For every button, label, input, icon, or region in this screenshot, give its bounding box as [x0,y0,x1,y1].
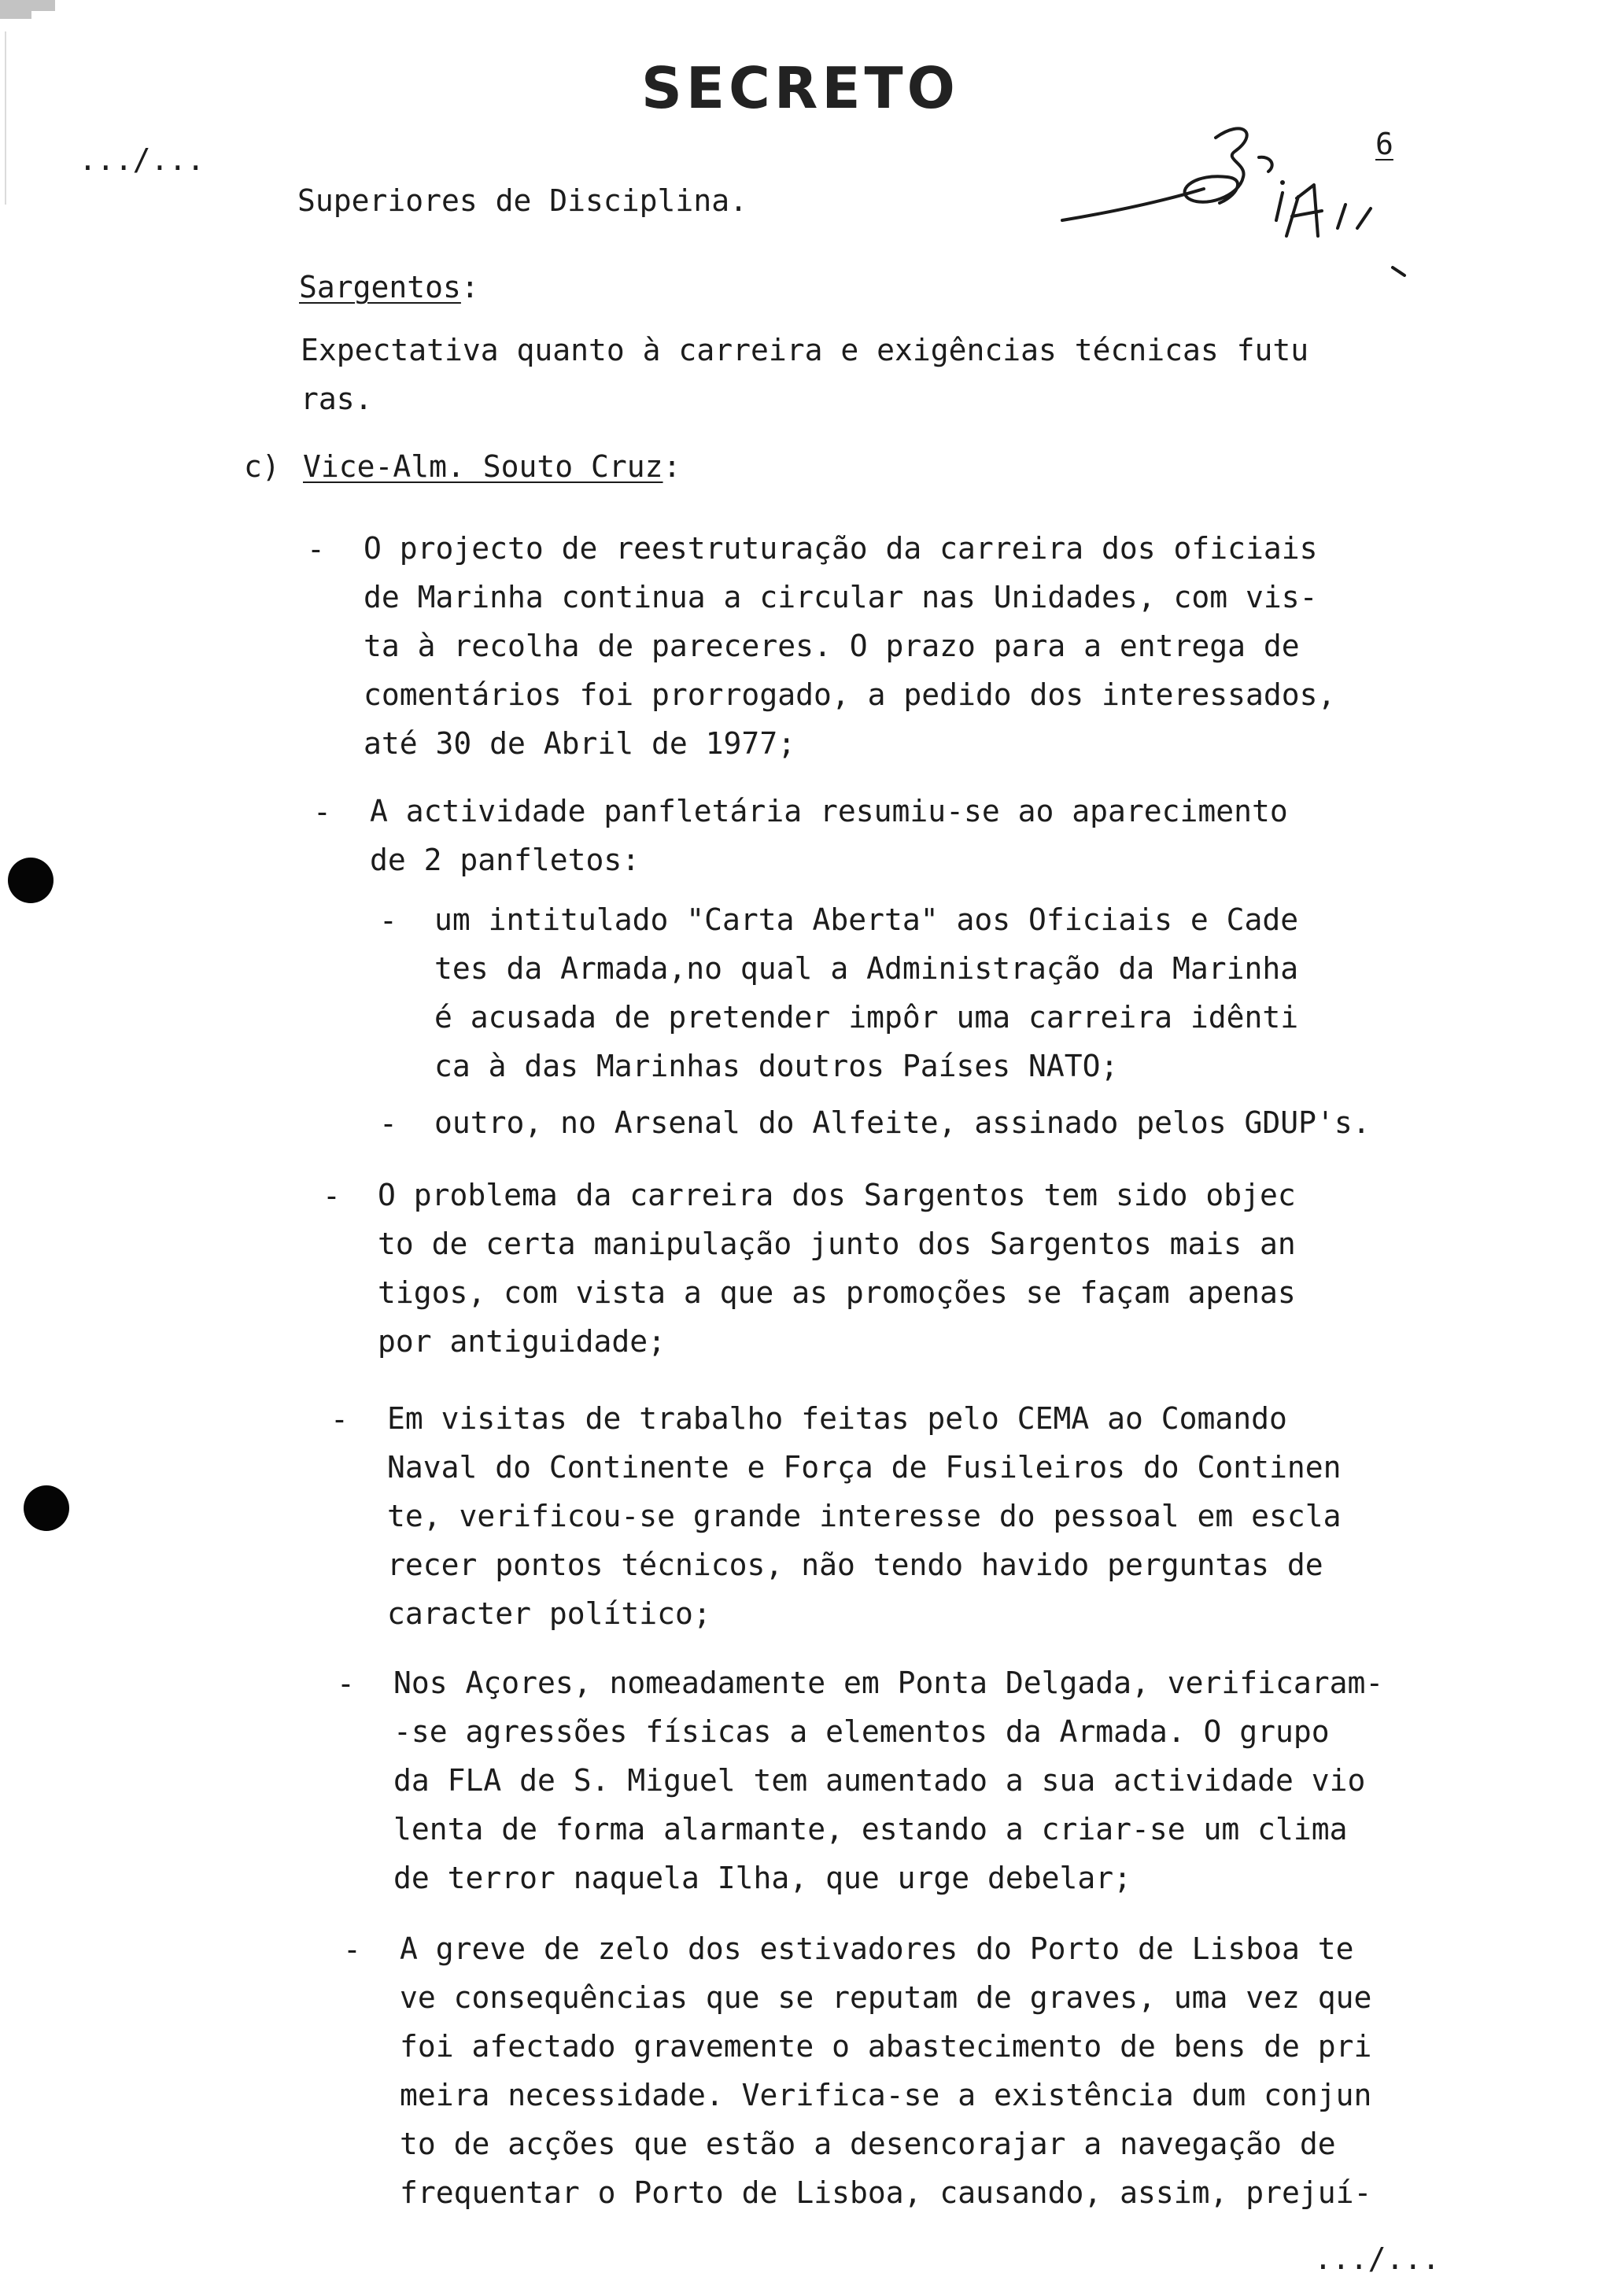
punch-hole [8,858,54,903]
subitem-line: ca à das Marinhas doutros Países NATO; [434,1049,1119,1083]
sargentos-heading-colon: : [460,270,479,304]
item-line: tigos, com vista a que as promoções se façam apenas [378,1275,1296,1310]
sargentos-heading-text: Sargentos [299,270,461,304]
subitem-line: é acusada de pretender impôr uma carreira idênti [434,1000,1299,1035]
item-line: A actividade panfletária resumiu-se ao aparecimento [370,794,1288,828]
item-line: Naval do Continente e Força de Fusileiros do Continen [387,1450,1342,1485]
item-line: até 30 de Abril de 1977; [364,726,796,761]
scan-smudge [0,0,55,11]
item-line: te, verificou-se grande interesse do pessoal em escla [387,1499,1342,1533]
item-line: ta à recolha de pareceres. O prazo para a entrega de [364,629,1300,663]
scan-smudge [0,11,31,19]
item-line: Nos Açores, nomeadamente em Ponta Delgada, verificaram- [393,1666,1384,1700]
item-line: comentários foi prorrogado, a pedido dos interessados, [364,677,1336,712]
item-line: A greve de zelo dos estivadores do Porto de Lisboa te [400,1931,1354,1966]
item-line: por antiguidade; [378,1324,666,1359]
item-line: -se agressões físicas a elementos da Armada. O grupo [393,1714,1330,1749]
page-number: 6 [1375,127,1393,161]
section-c-heading-colon: : [663,449,681,484]
item-line: O projecto de reestruturação da carreira dos oficiais [364,531,1318,566]
item-line: caracter político; [387,1596,711,1631]
subitem-dash: - [379,903,397,938]
punch-hole [24,1485,69,1531]
sargentos-line: Expectativa quanto à carreira e exigências técnicas futu [301,333,1309,367]
continuation-marker-bottom: .../... [1314,2241,1441,2276]
scan-edge-line [5,31,6,205]
item-dash: - [343,1932,361,1967]
section-c-marker: c) [244,449,280,484]
item-line: foi afectado gravemente o abastecimento de bens de pri [400,2029,1372,2064]
item-line: Em visitas de trabalho feitas pelo CEMA ao Comando [387,1401,1287,1436]
intro-line: Superiores de Disciplina. [297,183,747,218]
continuation-marker-top: .../... [79,142,205,177]
section-c-heading [303,442,681,491]
item-line: de 2 panfletos: [370,843,640,877]
item-line: to de acções que estão a desencorajar a navegação de [400,2127,1336,2161]
subitem-line: tes da Armada,no qual a Administração da Marinha [434,951,1299,986]
item-dash: - [313,795,331,829]
subitem-dash: - [379,1106,397,1141]
item-line: lenta de forma alarmante, estando a criar-se um clima [393,1812,1348,1846]
sargentos-heading [299,263,479,312]
item-line: frequentar o Porto de Lisboa, causando, assim, prejuí- [400,2175,1372,2210]
item-line: to de certa manipulação junto dos Sargentos mais an [378,1227,1296,1261]
item-line: de Marinha continua a circular nas Unidades, com vis- [364,580,1318,614]
item-line: de terror naquela Ilha, que urge debelar; [393,1861,1131,1895]
item-line: O problema da carreira dos Sargentos tem sido objec [378,1178,1296,1212]
item-dash: - [307,532,325,566]
item-dash: - [323,1179,341,1213]
sargentos-line: ras. [301,382,373,416]
item-line: recer pontos técnicos, não tendo havido perguntas de [387,1548,1323,1582]
item-dash: - [337,1666,355,1701]
item-line: da FLA de S. Miguel tem aumentado a sua actividade vio [393,1763,1366,1798]
item-dash: - [330,1402,349,1437]
item-line: meira necessidade. Verifica-se a existência dum conjun [400,2078,1372,2112]
subitem-line: outro, no Arsenal do Alfeite, assinado pelos GDUP's. [434,1105,1371,1140]
handwritten-signature [1046,110,1408,291]
section-c-heading-text: Vice-Alm. Souto Cruz [303,449,663,484]
classification-stamp: SECRETO [641,55,959,121]
item-line: ve consequências que se reputam de graves, uma vez que [400,1980,1372,2015]
subitem-line: um intitulado "Carta Aberta" aos Oficiais e Cade [434,902,1299,937]
